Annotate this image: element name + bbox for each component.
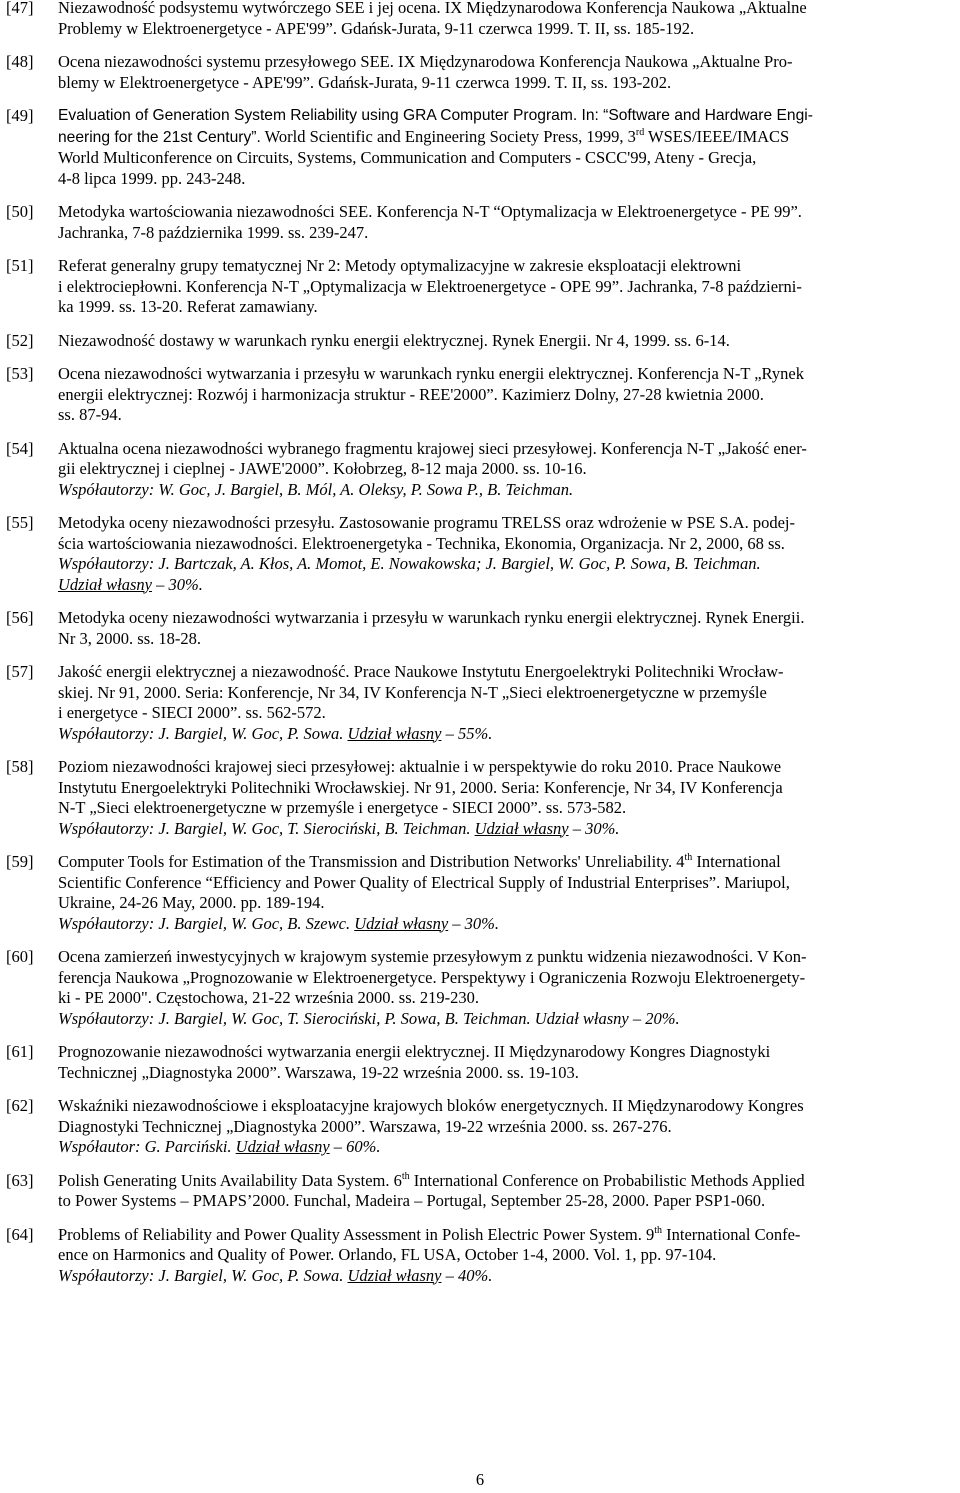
reference-number: [55] bbox=[6, 513, 34, 532]
reference-item bbox=[6, 1096, 956, 1158]
reference-line: Ocena niezawodności systemu przesyłowego SEE. IX Międzynarodowa Konferencja Naukowa „Aktualne Pro- bbox=[58, 52, 793, 71]
reference-item bbox=[6, 331, 956, 352]
reference-segment: International Confe- bbox=[662, 1224, 801, 1244]
coauthors-line bbox=[58, 819, 956, 840]
reference-number: [51] bbox=[6, 256, 34, 275]
reference-number: [58] bbox=[6, 757, 34, 776]
reference-number: [49] bbox=[6, 106, 34, 125]
reference-line: Jachranka, 7-8 października 1999. ss. 239-247. bbox=[58, 222, 369, 242]
reference-number: [59] bbox=[6, 852, 34, 871]
reference-number: [47] bbox=[6, 0, 34, 17]
reference-text bbox=[58, 1171, 956, 1212]
reference-item bbox=[6, 1171, 956, 1212]
reference-number: [57] bbox=[6, 662, 34, 681]
reference-line: energii elektrycznej: Rozwój i harmonizacja struktur - REE'2000”. Kazimierz Dolny, 27-28 kwietnia 2000. bbox=[58, 384, 764, 404]
superscript: rd bbox=[635, 126, 645, 138]
reference-line: Poziom niezawodności krajowej sieci przesyłowej: aktualnie i w perspektywie do roku 2010. Prace Naukowe bbox=[58, 757, 782, 776]
reference-text bbox=[58, 662, 956, 744]
reference-line: Ukraine, 24-26 May, 2000. pp. 189-194. bbox=[58, 893, 325, 912]
reference-item bbox=[6, 662, 956, 744]
reference-text bbox=[58, 439, 956, 501]
own-share-label: Udział własny bbox=[347, 1265, 442, 1285]
reference-segment: International bbox=[692, 852, 781, 871]
own-share-label: Udział własny bbox=[474, 818, 569, 838]
reference-line: Instytutu Energoelektryki Politechniki Wrocławskiej. Nr 91, 2000. Seria: Konferencje, Nr 34, IV Konferencja bbox=[58, 777, 783, 797]
coauthors-line bbox=[58, 724, 956, 745]
reference-item bbox=[6, 364, 956, 426]
reference-line: Technicznej „Diagnostyka 2000”. Warszawa, 19-22 września 2000. ss. 19-103. bbox=[58, 1062, 579, 1082]
reference-line: ka 1999. ss. 13-20. Referat zamawiany. bbox=[58, 297, 318, 316]
reference-text bbox=[58, 106, 956, 189]
reference-text bbox=[58, 757, 956, 839]
page-number: 6 bbox=[475, 1470, 485, 1489]
reference-list bbox=[6, 0, 956, 1299]
reference-text bbox=[58, 331, 956, 352]
reference-line: ścia wartościowania niezawodności. Elektroenergetyka - Technika, Ekonomia, Organizacja. Nr 2, 2000, 68 ss. bbox=[58, 533, 785, 553]
reference-text bbox=[58, 256, 956, 318]
coauthors-text: Współautor: G. Parciński. bbox=[58, 1137, 236, 1156]
reference-text bbox=[58, 202, 956, 243]
reference-line bbox=[58, 1225, 956, 1246]
own-share-label: Udział własny bbox=[58, 574, 152, 594]
coauthors-line: Współautorzy: J. Bargiel, W. Goc, T. Sierociński, P. Sowa, B. Teichman. Udział własny – 20%. bbox=[58, 1008, 680, 1028]
reference-number: [63] bbox=[6, 1170, 34, 1190]
own-share-value: – 30%. bbox=[448, 913, 500, 933]
reference-line: Jakość energii elektrycznej a niezawodność. Prace Naukowe Instytutu Energoelektryki Politechniki Wrocław- bbox=[58, 662, 784, 681]
reference-segment: neering for the 21st Century”. bbox=[58, 128, 261, 146]
reference-text bbox=[58, 52, 956, 93]
reference-number: [56] bbox=[6, 608, 34, 627]
reference-line: i elektrociepłowni. Konferencja N-T „Optymalizacja w Elektroenergetyce - OPE 99”. Jachranka, 7-8 październi- bbox=[58, 276, 802, 296]
reference-line: Nr 3, 2000. ss. 18-28. bbox=[58, 628, 201, 648]
own-share-line bbox=[58, 575, 956, 596]
reference-segment: WSES/IEEE/IMACS bbox=[644, 126, 790, 146]
coauthors-text: Współautorzy: J. Bargiel, W. Goc, T. Sierociński, B. Teichman. bbox=[58, 818, 475, 838]
reference-line: blemy w Elektroenergetyce - APE'99”. Gdańsk-Jurata, 9-11 czerwca 1999. T. II, ss. 193-202. bbox=[58, 72, 672, 92]
reference-line: Prognozowanie niezawodności wytwarzania energii elektrycznej. II Międzynarodowy Kongres Diagnostyki bbox=[58, 1042, 771, 1061]
own-share-value: – 60%. bbox=[329, 1137, 381, 1156]
reference-text bbox=[58, 0, 956, 39]
reference-number: [52] bbox=[6, 330, 34, 350]
reference-line: Wskaźniki niezawodnościowe i eksploatacyjne krajowych bloków energetycznych. II Międzynarodowy Kongres bbox=[58, 1096, 804, 1115]
reference-line: ss. 87-94. bbox=[58, 405, 122, 424]
coauthors-line: Współautorzy: W. Goc, J. Bargiel, B. Mól, A. Oleksy, P. Sowa P., B. Teichman. bbox=[58, 479, 574, 499]
reference-number: [62] bbox=[6, 1096, 34, 1115]
reference-line: 4-8 lipca 1999. pp. 243-248. bbox=[58, 168, 246, 188]
reference-item bbox=[6, 757, 956, 839]
reference-number: [61] bbox=[6, 1042, 34, 1061]
coauthors-line: Współautorzy: J. Bartczak, A. Kłos, A. Momot, E. Nowakowska; J. Bargiel, W. Goc, P. Sowa, B. Teichman. bbox=[58, 554, 761, 573]
reference-segment: International Conference on Probabilistic Methods Applied bbox=[409, 1170, 805, 1190]
reference-line: ki - PE 2000". Częstochowa, 21-22 września 2000. ss. 219-230. bbox=[58, 988, 480, 1007]
reference-line: Evaluation of Generation System Reliability using GRA Computer Program. In: “Software and Hardware Engi- bbox=[58, 107, 813, 124]
reference-line: Referat generalny grupy tematycznej Nr 2: Metody optymalizacyjne w zakresie eksploatacji elektrowni bbox=[58, 256, 742, 275]
own-share-value: – 30%. bbox=[568, 818, 620, 838]
reference-text bbox=[58, 1096, 956, 1158]
reference-line: ence on Harmonics and Quality of Power. Orlando, FL USA, October 1-4, 2000. Vol. 1, pp. 97-104. bbox=[58, 1245, 717, 1264]
reference-item bbox=[6, 947, 956, 1029]
reference-item bbox=[6, 1225, 956, 1287]
reference-number: [50] bbox=[6, 202, 34, 221]
own-share-label: Udział własny bbox=[347, 723, 442, 743]
reference-line bbox=[58, 852, 956, 873]
reference-line: Metodyka oceny niezawodności wytwarzania i przesyłu w warunkach rynku energii elektrycznej. Rynek Energii. bbox=[58, 608, 805, 627]
superscript: th bbox=[684, 852, 693, 863]
reference-text bbox=[58, 947, 956, 1029]
reference-line: Problemy w Elektroenergetyce - APE'99”. Gdańsk-Jurata, 9-11 czerwca 1999. T. II, ss. 185-192. bbox=[58, 18, 695, 38]
reference-line: ferencja Naukowa „Prognozowanie w Elektroenergetyce. Perspektywy i Ograniczenia Rozwoju Elektroenergety- bbox=[58, 967, 806, 987]
reference-line: Aktualna ocena niezawodności wybranego fragmentu krajowej sieci przesyłowej. Konferencja N-T „Jakość ener- bbox=[58, 438, 807, 458]
coauthors-line bbox=[58, 914, 956, 935]
own-share-value: – 40%. bbox=[441, 1265, 493, 1285]
reference-line: Ocena zamierzeń inwestycyjnych w krajowym systemie przesyłowym z punktu widzenia niezawodności. V Kon- bbox=[58, 947, 807, 966]
superscript: th bbox=[654, 1224, 663, 1236]
reference-line: Scientific Conference “Efficiency and Power Quality of Electrical Supply of Industrial Enterprises”. Mariupol, bbox=[58, 872, 790, 892]
reference-text bbox=[58, 513, 956, 595]
reference-item bbox=[6, 1042, 956, 1083]
reference-line: Niezawodność dostawy w warunkach rynku energii elektrycznej. Rynek Energii. Nr 4, 1999. ss. 6-14. bbox=[58, 330, 730, 350]
superscript: th bbox=[401, 1170, 410, 1182]
own-share-value: – 55%. bbox=[441, 723, 493, 743]
reference-item bbox=[6, 256, 956, 318]
reference-item bbox=[6, 202, 956, 243]
reference-line: Metodyka oceny niezawodności przesyłu. Zastosowanie programu TRELSS oraz wdrożenie w PSE S.A. podej- bbox=[58, 513, 795, 532]
reference-segment: World Scientific and Engineering Society Press, 1999, 3 bbox=[260, 126, 636, 146]
reference-text bbox=[58, 1042, 956, 1083]
reference-text bbox=[58, 608, 956, 649]
reference-number: [54] bbox=[6, 438, 34, 458]
coauthors-line bbox=[58, 1266, 956, 1287]
reference-segment: Polish Generating Units Availability Data System. 6 bbox=[58, 1170, 402, 1190]
reference-line bbox=[58, 127, 956, 149]
reference-line: Niezawodność podsystemu wytwórczego SEE i jej ocena. IX Międzynarodowa Konferencja Naukowa „Aktualne bbox=[58, 0, 807, 17]
coauthors-text: Współautorzy: J. Bargiel, W. Goc, P. Sowa. bbox=[58, 723, 348, 743]
reference-item bbox=[6, 106, 956, 189]
coauthors-text: Współautorzy: J. Bargiel, W. Goc, P. Sowa. bbox=[58, 1265, 348, 1285]
reference-line: i energetyce - SIECI 2000”. ss. 562-572. bbox=[58, 703, 326, 722]
reference-line: World Multiconference on Circuits, Systems, Communication and Computers - CSCC'99, Ateny - Grecja, bbox=[58, 148, 757, 167]
reference-line: N-T „Sieci elektroenergetyczne w przemyśle i energetyce - SIECI 2000”. ss. 573-582. bbox=[58, 798, 627, 817]
reference-line: Ocena niezawodności wytwarzania i przesyłu w warunkach rynku energii elektrycznej. Konferencja N-T „Rynek bbox=[58, 364, 804, 383]
reference-number: [60] bbox=[6, 947, 34, 966]
reference-item bbox=[6, 0, 956, 39]
reference-item bbox=[6, 852, 956, 934]
reference-item bbox=[6, 608, 956, 649]
reference-number: [64] bbox=[6, 1224, 34, 1244]
own-share-label: Udział własny bbox=[235, 1137, 330, 1156]
reference-line: Diagnostyki Technicznej „Diagnostyka 2000”. Warszawa, 19-22 września 2000. ss. 267-276. bbox=[58, 1116, 672, 1136]
reference-segment: Computer Tools for Estimation of the Transmission and Distribution Networks' Unreliability. 4 bbox=[58, 852, 685, 871]
own-share-label: Udział własny bbox=[354, 913, 449, 933]
reference-line: gii elektrycznej i cieplnej - JAWE'2000”. Kołobrzeg, 8-12 maja 2000. ss. 10-16. bbox=[58, 459, 587, 478]
reference-line: Metodyka wartościowania niezawodności SEE. Konferencja N-T “Optymalizacja w Elektroenergetyce - PE 99”. bbox=[58, 202, 802, 221]
reference-line: to Power Systems – PMAPS’2000. Funchal, Madeira – Portugal, September 25-28, 2000. Paper PSP1-060. bbox=[58, 1191, 766, 1210]
reference-line bbox=[58, 1171, 956, 1192]
reference-item bbox=[6, 439, 956, 501]
reference-line: skiej. Nr 91, 2000. Seria: Konferencje, Nr 34, IV Konferencja N-T „Sieci elektroenergetyczne w przemyśle bbox=[58, 682, 767, 702]
coauthors-line bbox=[58, 1137, 956, 1158]
reference-item bbox=[6, 513, 956, 595]
reference-item bbox=[6, 52, 956, 93]
reference-text bbox=[58, 852, 956, 934]
reference-text bbox=[58, 364, 956, 426]
own-share-value: – 30%. bbox=[151, 574, 203, 594]
reference-number: [48] bbox=[6, 52, 34, 71]
reference-text bbox=[58, 1225, 956, 1287]
reference-segment: Problems of Reliability and Power Quality Assessment in Polish Electric Power System. 9 bbox=[58, 1224, 655, 1244]
reference-number: [53] bbox=[6, 364, 34, 383]
coauthors-text: Współautorzy: J. Bargiel, W. Goc, B. Szewc. bbox=[58, 913, 355, 933]
